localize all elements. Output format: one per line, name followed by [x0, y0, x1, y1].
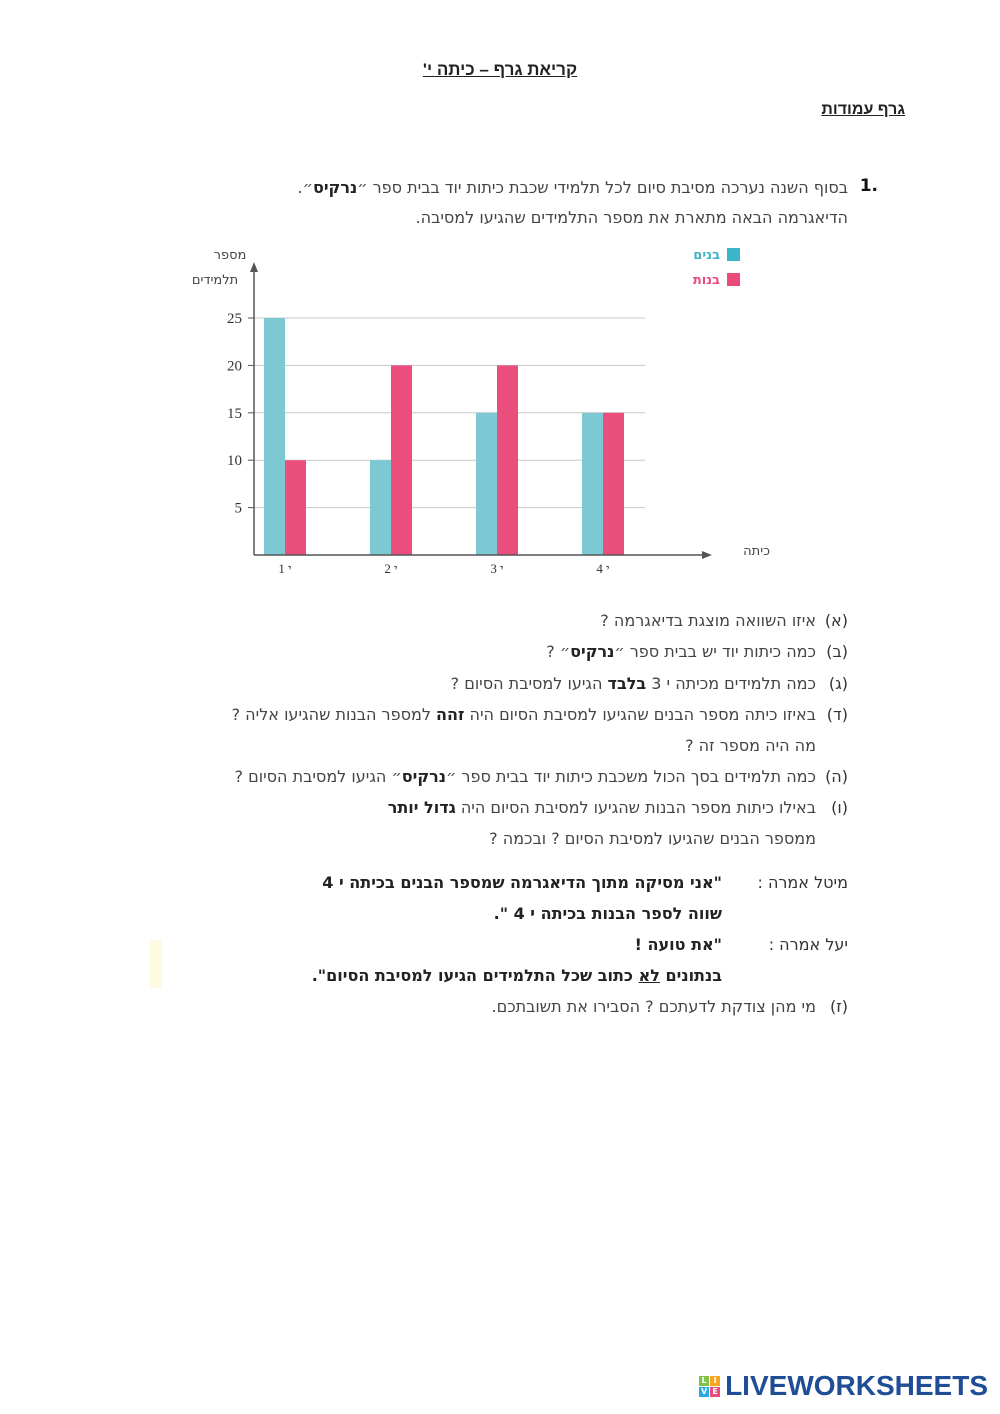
q-f-letter: (ו)	[831, 798, 848, 817]
legend	[693, 248, 740, 288]
x-tick-label: י 1	[278, 561, 292, 576]
q-f-bold: גדול יותר	[387, 798, 456, 817]
section-title: גרף עמודות	[821, 101, 905, 118]
q-c-post: הגיעו למסיבת הסיום ?	[450, 674, 608, 693]
logo-icon	[699, 1376, 720, 1397]
q-g-letter: (ז)	[829, 997, 848, 1016]
y-ticks	[227, 311, 254, 517]
logo-cell-v: V	[700, 1386, 708, 1396]
bar-boys-2	[370, 460, 391, 555]
bar-girls-2	[391, 365, 412, 555]
y-tick-label: 15	[227, 405, 242, 422]
yael-line2-post: כתוב שכל התלמידים הגיעו למסיבת הסיום".	[311, 966, 639, 985]
y-axis-arrow	[250, 262, 258, 272]
q-f-line2: ממספר הבנים שהגיעו למסיבת הסיום ? ובכמה ?	[489, 829, 816, 848]
legend-label-girls: בנות	[692, 273, 720, 288]
legend-swatch-boys	[727, 248, 740, 261]
q-a-text: איזו השוואה מוצגת בדיאגרמה ?	[600, 611, 816, 630]
y-axis-title-line1: מספר	[213, 248, 247, 263]
q-b-pre: כמה כיתות יוד יש בבית ספר ״	[614, 642, 816, 661]
q-e-post: ״ הגיעו למסיבת הסיום ?	[234, 767, 402, 786]
y-axis-title-line2: תלמידים	[191, 273, 239, 288]
x-axis-title: כיתה	[743, 544, 770, 559]
q-d-line2: מה היה מספר זה ?	[685, 736, 816, 755]
yael-line1: "את טועה !	[634, 935, 722, 954]
x-tick-label: י 4	[596, 561, 610, 576]
q-b-bold: נרקיס	[570, 642, 615, 661]
bar-boys-4	[582, 413, 603, 555]
q-d-letter: (ד)	[826, 705, 848, 724]
meital-line1: "אני מסיקה מתוך הדיאגרמה שמספר הבנים בכיתה י 4	[322, 873, 722, 892]
bar-girls-4	[603, 413, 624, 555]
brand-text: LIVEWORKSHEETS	[725, 1370, 988, 1401]
q-e-letter: (ה)	[825, 767, 848, 786]
bar-girls-3	[497, 365, 518, 555]
q-d-post: למספר הבנות שהגיעו אליה ?	[231, 705, 437, 724]
page-title: קריאת גרף – כיתה י'	[422, 60, 578, 79]
y-tick-label: 5	[234, 500, 242, 517]
x-axis-arrow	[702, 551, 712, 559]
q-d-text	[232, 705, 816, 724]
yael-line2	[312, 966, 722, 985]
y-tick-label: 20	[227, 358, 242, 375]
q-e-bold: נרקיס	[401, 767, 447, 786]
q-a-letter: (א)	[824, 611, 848, 630]
logo-cell-e: E	[710, 1387, 720, 1397]
question-number: 1.	[859, 176, 878, 196]
q-f-pre: באילו כיתות מספר הבנות שהגיעו למסיבת הסיום היה	[455, 798, 816, 817]
intro-pre: בסוף השנה נערכה מסיבת סיום לכל תלמידי שכבת כיתות יוד בבית ספר ״	[357, 178, 848, 197]
bar-boys-1	[264, 318, 285, 555]
school-name: נרקיס	[312, 178, 358, 197]
bar-girls-1	[285, 460, 306, 555]
q-c-letter: (ג)	[828, 674, 848, 693]
q-b-text	[546, 642, 816, 661]
q-d-pre: באיזו כיתה מספר הבנים שהגיעו למסיבת הסיום היה	[464, 705, 816, 724]
q-c-pre: כמה תלמידים מכיתה י 3	[646, 674, 816, 693]
q-b-letter: (ב)	[826, 642, 848, 661]
question-intro-line1	[298, 178, 848, 197]
bars	[264, 318, 624, 555]
liveworksheets-logo	[699, 1370, 988, 1402]
legend-swatch-girls	[727, 273, 740, 286]
meital-line2: שווה לספר הבנות בכיתה י 4 ".	[493, 904, 722, 923]
question-intro-line2: הדיאגרמה הבאה מתארת את מספר התלמידים שהגיעו למסיבה.	[415, 208, 848, 227]
x-ticks	[278, 561, 609, 576]
intro-post: ״.	[297, 178, 313, 197]
logo-cell-i: I	[710, 1376, 720, 1386]
q-g-text: מי מהן צודקת לדעתכם ? הסבירו את תשובתכם.	[491, 997, 816, 1016]
q-e-text	[235, 767, 816, 786]
yael-line2-pre: בנתונים	[659, 966, 722, 985]
bar-boys-3	[476, 413, 497, 555]
bar-chart	[170, 240, 790, 585]
meital-label: מיטל אמרה :	[757, 873, 848, 892]
y-tick-label: 10	[227, 453, 242, 470]
q-c-text	[451, 674, 816, 693]
y-tick-label: 25	[227, 311, 242, 327]
x-tick-label: י 3	[490, 561, 504, 576]
yael-line2-underlined: לא	[638, 966, 660, 985]
x-tick-label: י 2	[384, 561, 398, 576]
q-f-text	[388, 798, 816, 817]
q-e-pre: כמה תלמידים בסך הכול משכבת כיתות יוד בבית ספר ״	[446, 767, 816, 786]
q-d-bold: זהה	[436, 705, 465, 724]
highlight-mark	[150, 940, 162, 988]
q-c-bold: בלבד	[607, 674, 647, 693]
q-b-post: ״ ?	[546, 642, 571, 661]
logo-cell-l: L	[699, 1376, 709, 1386]
legend-label-boys: בנים	[693, 248, 720, 263]
yael-label: יעל אמרה :	[768, 935, 848, 954]
